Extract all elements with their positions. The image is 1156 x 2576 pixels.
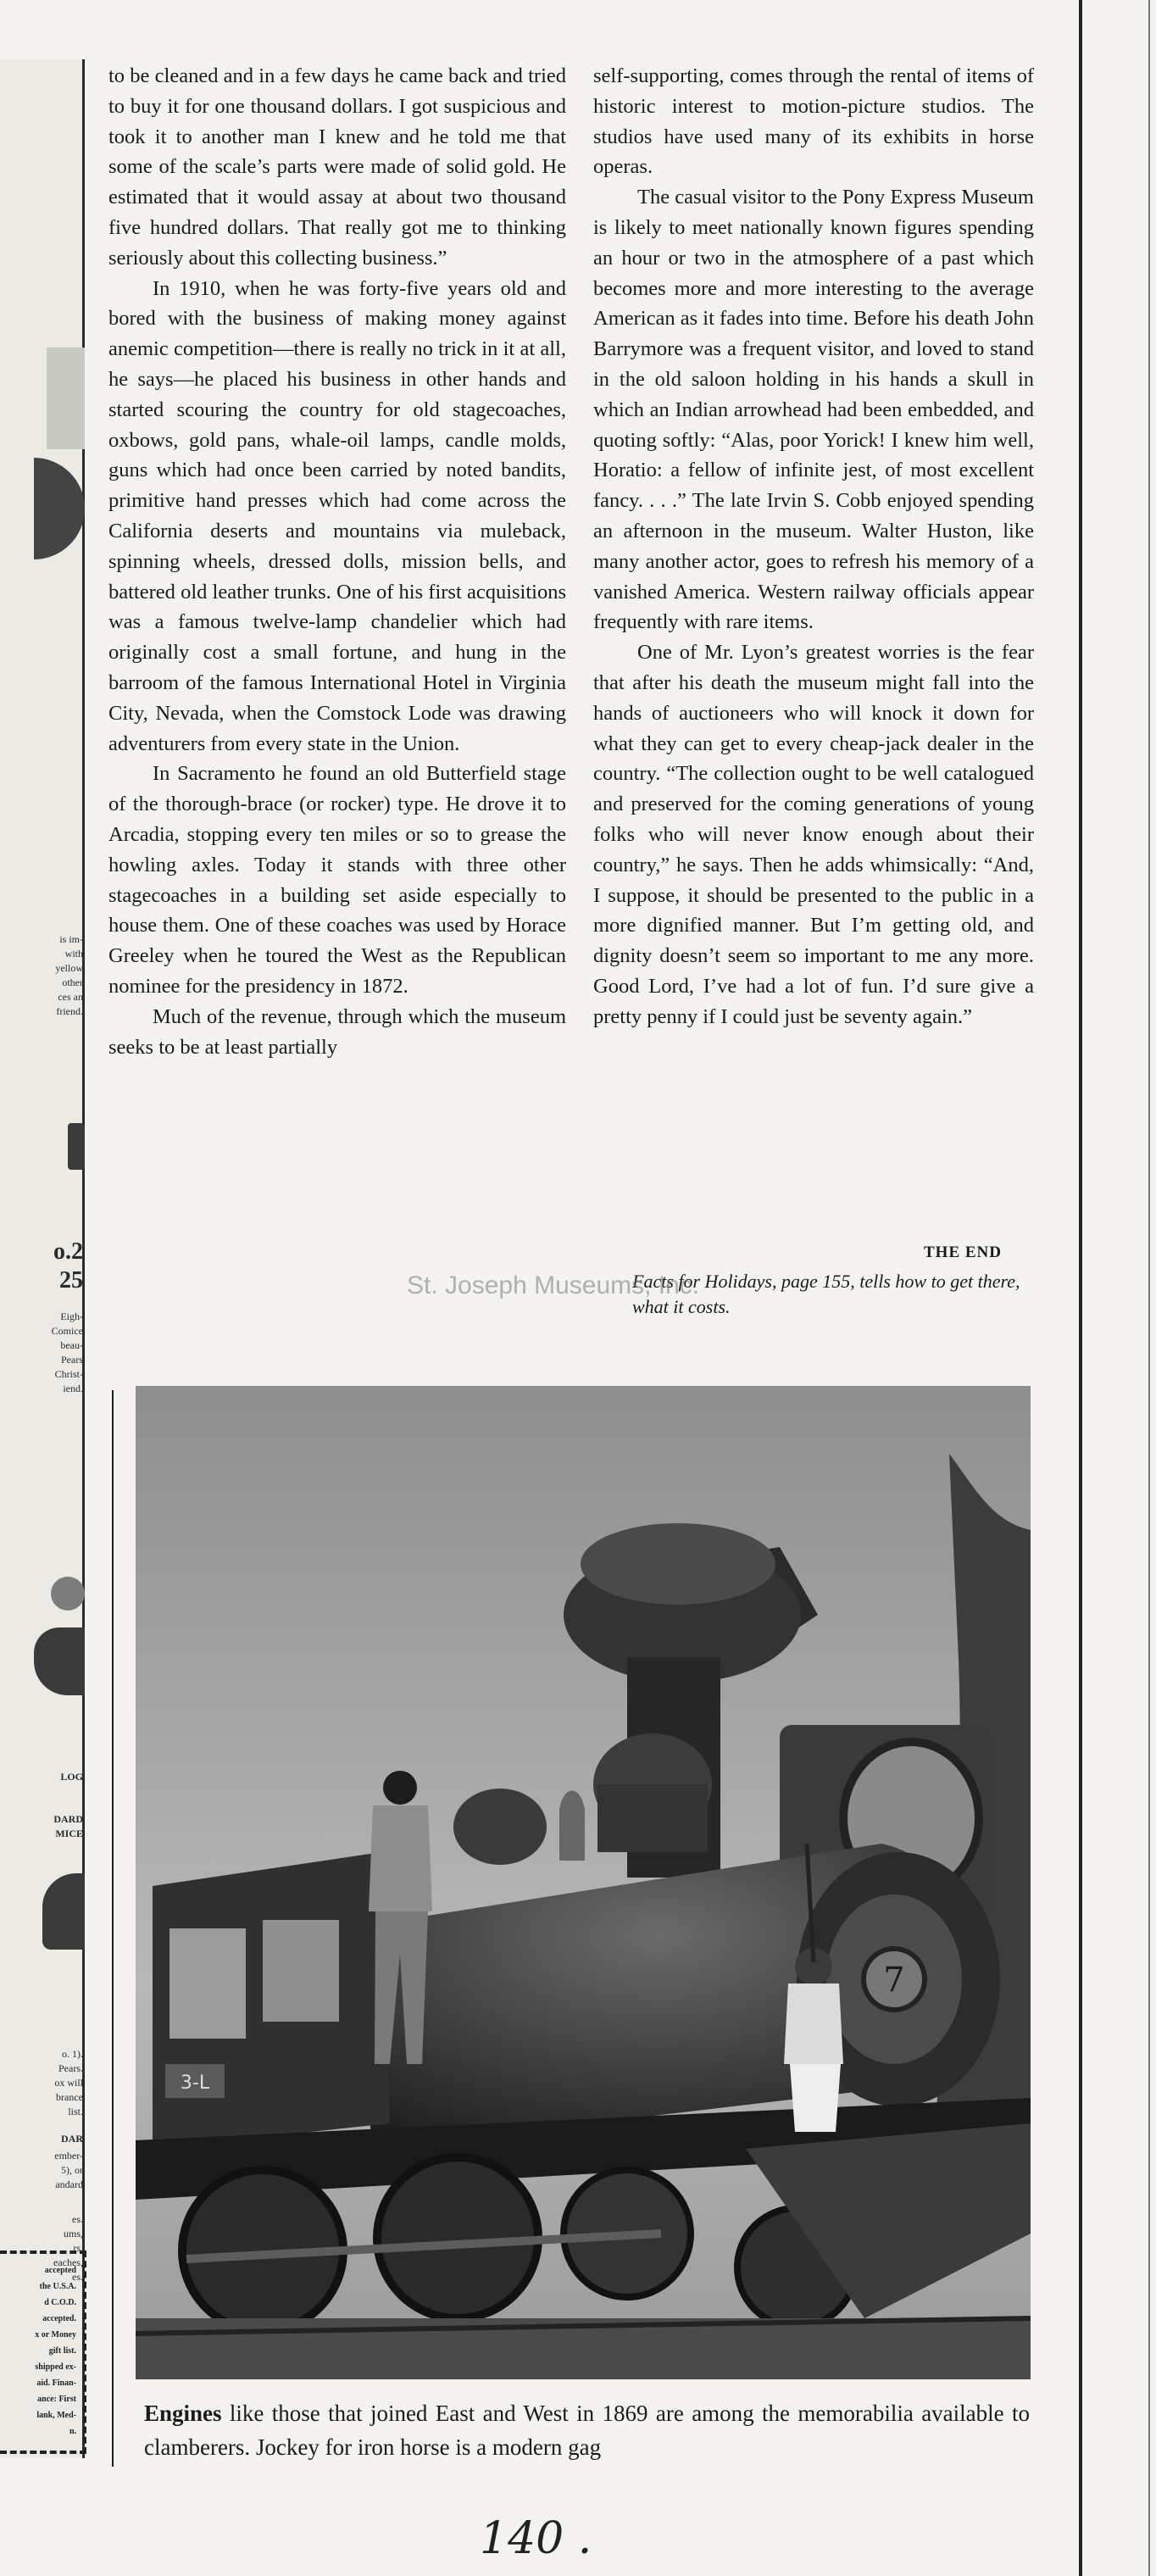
margin-illustration-fragment [68,1123,85,1170]
article-paragraph: In Sacramento he found an old Butterfield stage of the thorough-brace (or rocker) type. He drove it to Arcadia, stopping every ten miles or so to grease the howling axles. Today it stands with three other stagecoaches in a building set aside especially to house them. One of these coaches was used by Horace Greeley when he toured the West as the Republican nominee for the presidency in 1872. [108,762,566,998]
steam-dome-base [597,1784,708,1852]
margin-fragment-9: es. ums, rs. eaches, es. [53,2213,83,2283]
margin-fragment-5: DARD MICE [53,1813,83,1839]
margin-fragment-1: is im- with yellow other ces an friend. [55,933,83,1017]
margin-item-price: 25 [59,1267,83,1294]
margin-fragment-7: DAR [61,2133,83,2145]
margin-illustration-fragment [34,458,85,559]
bell [559,1791,585,1861]
margin-illustration-fragment [34,1627,85,1695]
locomotive-illustration [136,1386,1031,2379]
article-paragraph: Much of the revenue, through which the museum seeks to be at least partially [108,1004,566,1059]
margin-illustration-fragment [47,348,85,449]
sand-dome [453,1789,547,1865]
page-number: 140 . [480,2513,592,2564]
page-edge-rule [1079,0,1082,2576]
margin-fragment-6: o. 1). Pears. ox will brance list. [54,2048,83,2117]
jockey-jacket [784,1983,843,2064]
gutter-rule [112,1390,114,2467]
facts-note: Facts for Holidays, page 155, tells how to get there, what it costs. [632,1271,1020,1317]
article-column-left [108,61,566,1062]
article-paragraph: In 1910, when he was forty-five years old and bored with the business of making money against anemic competition—there is really no trick in it at all, he says—he placed his business in other hands and started scouring the country for old stagecoaches, oxbows, gold pans, whale-oil lamps, candle molds, guns which had once been carried by noted bandits, primitive hand presses which had come across the California deserts and mountains via muleback, spinning wheels, dressed dolls, mission bells, and battered old leather trunks. One of his first acquisitions was a famous twelve-lamp chandelier which had originally cost a small fortune, and hung in the barroom of the famous International Hotel in Virginia City, Nevada, when the Comstock Lode was drawing adventurers from every state in the Union. [108,276,566,755]
jockey-pants [790,2064,841,2132]
article-paragraph: One of Mr. Lyon’s greatest worries is the fear that after his death the museum might fall into the hands of auctioneers who will knock it down for what they can get to every cheap-jack dealer in the country. “The collection ought to be well catalogued and preserved for the coming generations of young folks who will never know enough about their country,” he says. Then he adds whimsically: “And, I suppose, it should be presented to the public in a more dignified manner. But I’m getting old, and dignity doesn’t seem so important to me any more. Good Lord, I’ve had a lot of fun. I’d sure give a pretty penny if I could just be seventy again.” [593,641,1034,1028]
margin-fragment-3: Eigh- Comice beau- Pears Christ- iend. [51,1310,83,1394]
article-column-right [593,61,1034,1032]
article-paragraph: to be cleaned and in a few days he came back and tried to buy it for one thousand dollars. I got suspicious and took it to another man I knew and he told me that some of the scale’s parts were made of solid gold. He estimated that it would assay at about two thousand five hundred dollars. That really got me to thinking seriously about this collecting business.” [108,64,566,270]
margin-fragment-8: ember- 5), or andard [54,2150,83,2190]
article-paragraph: self-supporting, comes through the rental of items of historic interest to motion-picture studios. The studios have used many of its exhibits in horse operas. [593,64,1034,179]
margin-fragment-4: LOG [60,1771,83,1783]
order-info-box: accepted the U.S.A. d C.O.D. accepted. x or Money gift list. shipped ex- aid. Finan- ance: First lank, Med- n. [0,2251,86,2454]
watermark: St. Joseph Museums, Inc. [407,1271,700,1299]
margin-item-number: o.2 [53,1238,83,1265]
caption-lead: Engines [144,2401,222,2426]
article-paragraph: The casual visitor to the Pony Express Museum is likely to meet nationally known figures spending an hour or two in the atmosphere of a past which becomes more and more interesting to the average American as it fades into time. Before his death John Barrymore was a frequent visitor, and loved to stand in the old saloon holding in his hands a skull in which an Indian arrowhead had been embedded, and quoting softly: “Alas, poor Yorick! I knew him well, Horatio: a fellow of infinite jest, of most excellent fancy. . . .” The late Irvin S. Cobb enjoyed spending an afternoon in the museum. Walter Huston, like many another actor, goes to refresh his memory of a vanished America. Western railway officials appear frequently with rare items. [593,186,1034,634]
cab-number: 3-L [180,2072,210,2094]
smokestack-rim [581,1523,775,1605]
margin-illustration-fragment [42,1873,85,1950]
left-margin-strip [0,59,85,2458]
man-head [383,1771,417,1805]
margin-illustration-fragment [44,1570,92,1618]
locomotive-photo [136,1386,1031,2379]
page-edge-rule-outer [1148,0,1150,2576]
end-mark: THE END [924,1243,1002,1261]
photo-caption [144,2396,1030,2464]
number-plate-digit: 7 [883,1961,905,2000]
caption-text: like those that joined East and West in 1869 are among the memorabilia available to clamberers. Jockey for iron horse is a modern gag [144,2401,1030,2460]
man-torso [369,1805,432,1911]
cab-window [263,1920,339,2022]
cab-window [170,1928,246,2039]
